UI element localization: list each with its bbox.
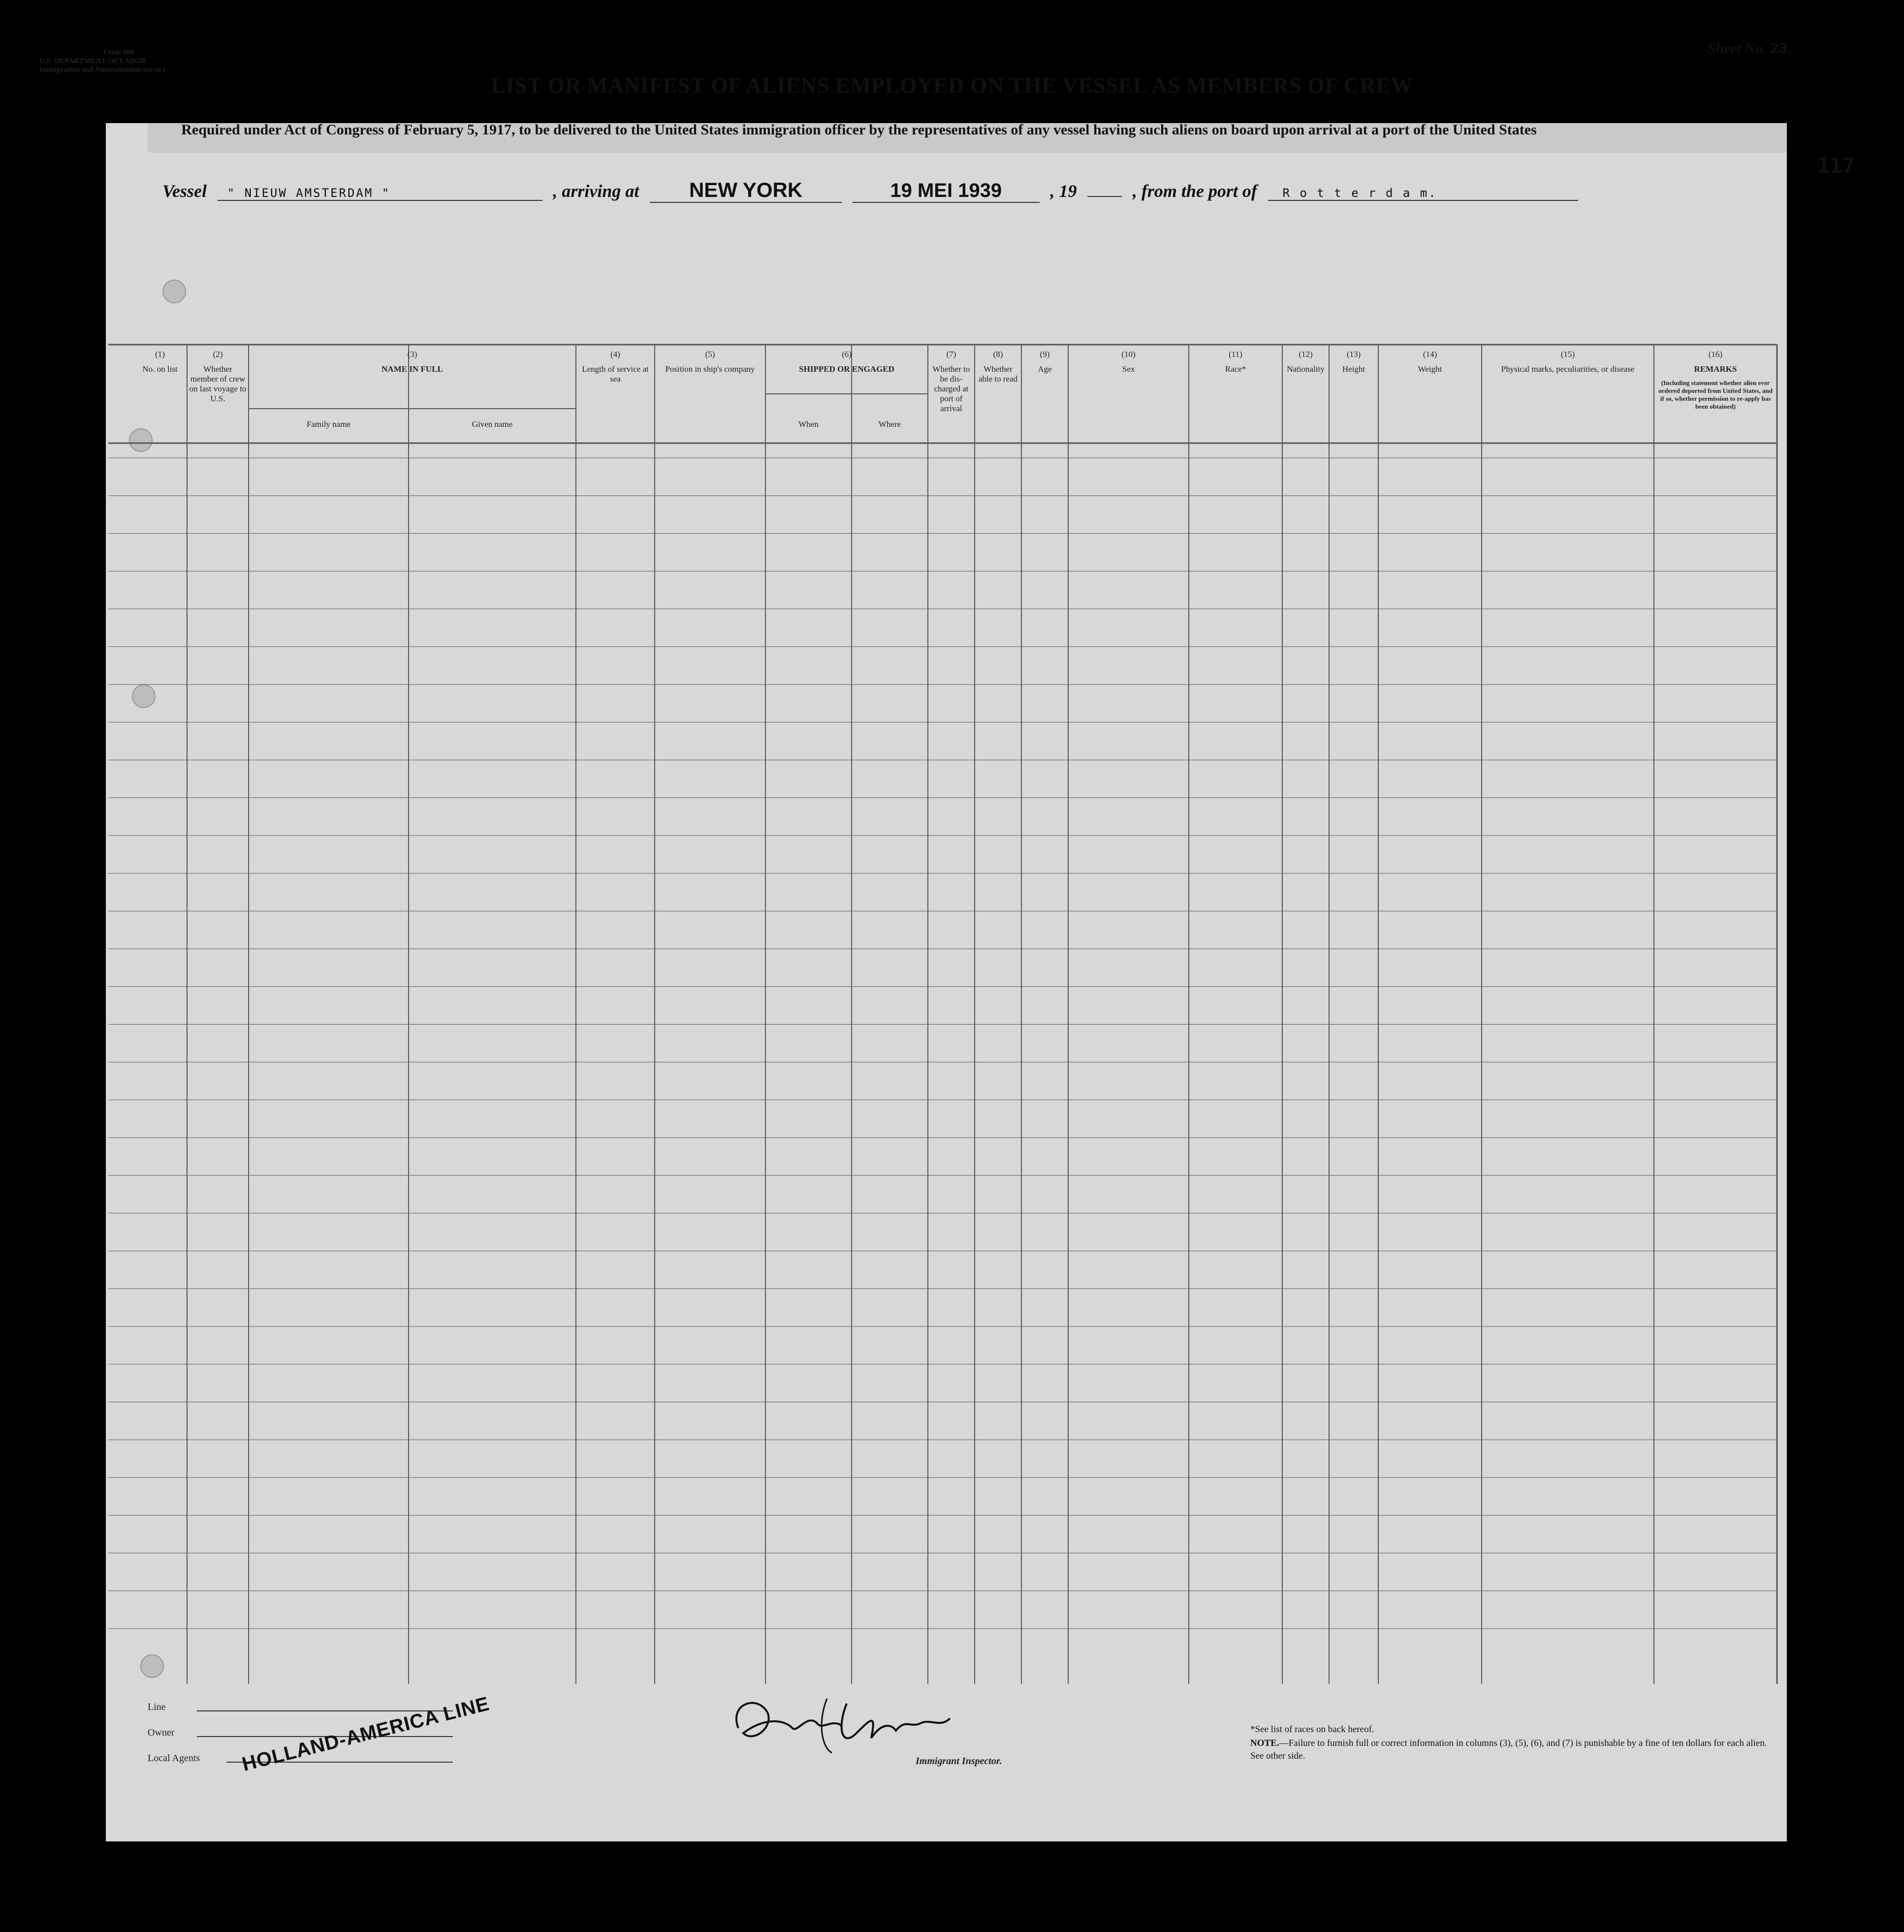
column-header: Physical marks, peculiarities, or disease (1501, 364, 1635, 374)
column-header: No. on list (142, 364, 178, 374)
column-header: SHIPPED OR ENGAGED (799, 364, 894, 374)
column-subheader: Family name (306, 419, 351, 429)
column-header: Length of service at sea (582, 364, 649, 384)
column-header: Whether to be dis-charged at port of arrival (932, 364, 970, 413)
column-header: NAME IN FULL (381, 364, 443, 374)
inspector-label: Immigrant Inspector. (916, 1756, 1002, 1767)
column-number: (8) (993, 350, 1003, 359)
arriving-label: , arriving at (553, 181, 639, 201)
sheet-number-value: 23. (1770, 40, 1791, 57)
vessel-label: Vessel (162, 181, 207, 201)
column-number: (3) (407, 350, 417, 359)
column-number: (10) (1121, 350, 1136, 359)
column-number: (5) (705, 350, 715, 359)
column-number: (16) (1708, 350, 1723, 359)
arrival-port: NEW YORK (650, 178, 842, 203)
column-subheader: Where (878, 419, 901, 429)
column-header: Position in ship's company (665, 364, 755, 374)
note-label: NOTE. (1250, 1738, 1279, 1748)
owner-label: Owner (148, 1727, 175, 1738)
column-number: (15) (1560, 350, 1575, 359)
list-number: 117 (1817, 154, 1855, 178)
form-service: Immigration and Naturalization Service (39, 66, 166, 74)
column-number: (2) (213, 350, 223, 359)
column-subheader: Given name (472, 419, 513, 429)
column-header: REMARKS (1694, 364, 1737, 374)
column-header: Sex (1122, 364, 1135, 374)
page-subtitle: Required under Act of Congress of February 5, 1917, to be delivered to the United States immigration officer by the representatives of any vessel having such aliens on board upon arrival at a port of the United States (181, 122, 1537, 138)
year-label: , 19 (1050, 181, 1077, 201)
from-label: , from the port of (1132, 181, 1257, 201)
local-agents-label: Local Agents (148, 1753, 200, 1764)
column-number: (6) (842, 350, 852, 359)
column-header: Whether able to read (978, 364, 1018, 384)
column-number: (13) (1346, 350, 1361, 359)
note-text: —Failure to furnish full or correct information in columns (3), (5), (6), and (7) is punishable by a fine of ten dollars for each alien. See other side. (1250, 1738, 1767, 1761)
inspector-signature (724, 1684, 960, 1758)
column-number: (11) (1229, 350, 1242, 359)
column-header: Age (1038, 364, 1052, 374)
page-title: LIST OR MANIFEST OF ALIENS EMPLOYED ON THE VESSEL AS MEMBERS OF CREW (491, 73, 1413, 97)
column-number: (12) (1299, 350, 1313, 359)
departure-port: R o t t e r d a m. (1268, 186, 1578, 201)
vessel-name: " NIEUW AMSTERDAM " (218, 186, 542, 201)
form-department: U.S. DEPARTMENT OF LABOR (39, 57, 146, 65)
company-stamp: HOLLAND-AMERICA LINE (240, 1693, 492, 1775)
column-number: (1) (155, 350, 165, 359)
sheet-number-label: Sheet No. (1707, 40, 1767, 57)
column-number: (9) (1040, 350, 1050, 359)
column-header: Race* (1225, 364, 1246, 374)
column-header: Whether member of crew on last voyage to U.S. (189, 364, 247, 403)
column-subheader: (Including statement whether alien ever ordered deported from United States, and if so, whether permission to re-apply has been obtained) (1658, 379, 1773, 410)
column-number: (14) (1423, 350, 1437, 359)
column-header: Nationality (1287, 364, 1325, 374)
column-number: (7) (946, 350, 956, 359)
races-note: *See list of races on back hereof. (1250, 1724, 1374, 1735)
penalty-note (1250, 1737, 1767, 1763)
column-header: Height (1342, 364, 1365, 374)
column-subheader: When (798, 419, 819, 429)
column-number: (4) (610, 350, 620, 359)
arrival-date: 19 MEI 1939 (853, 180, 1040, 203)
line-label: Line (148, 1702, 166, 1712)
form-number: Form 680 (103, 48, 134, 56)
column-header: Weight (1418, 364, 1442, 374)
